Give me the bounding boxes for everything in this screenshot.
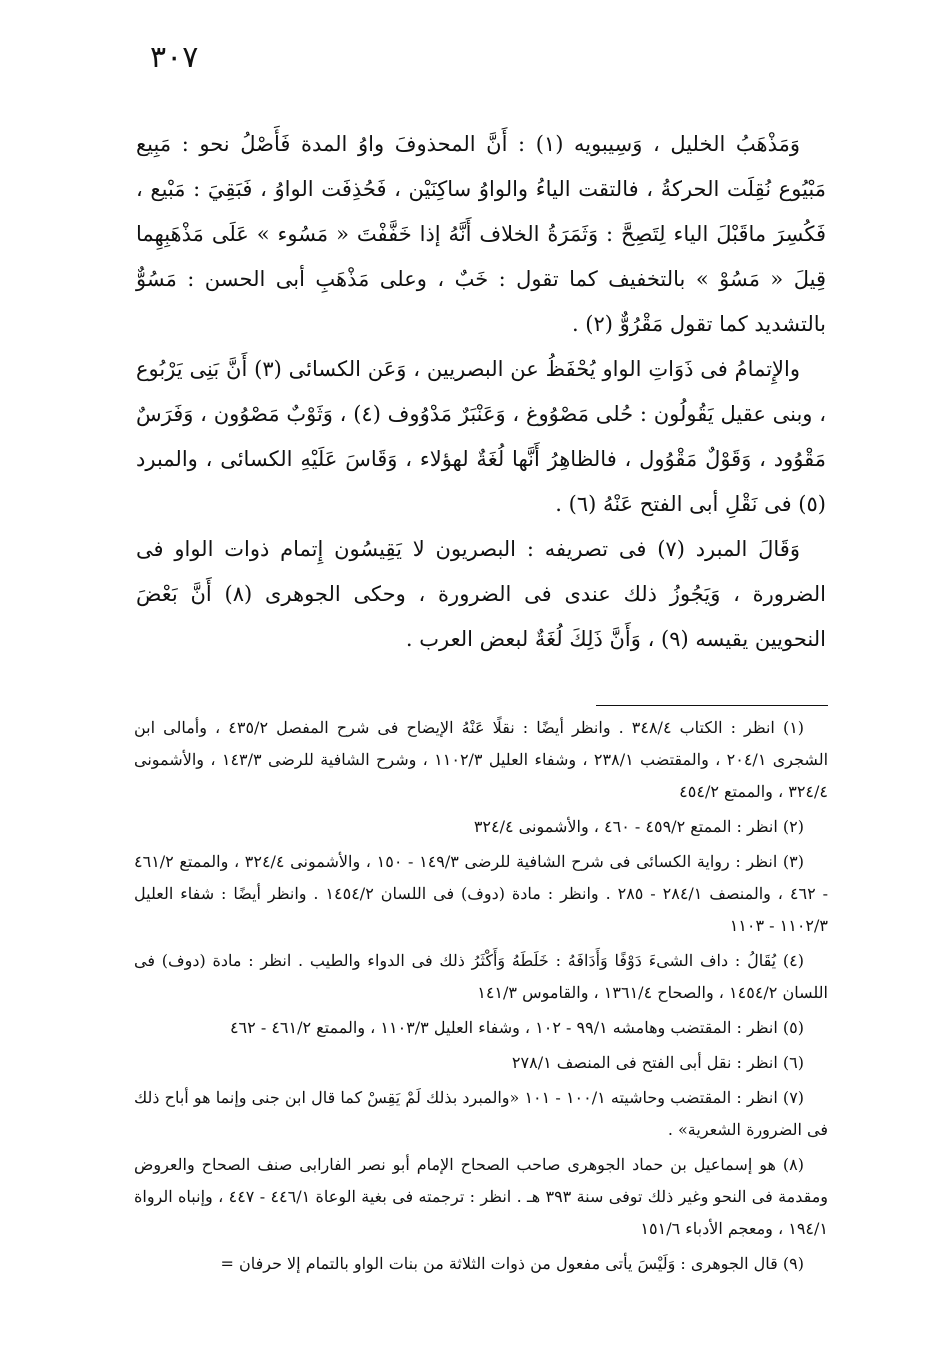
footnote-1: (١) انظر : الكتاب ٣٤٨/٤ . وانظر أيضًا : نقلًا عَنْهُ الإيضاح فى شرح المفصل ٤٣٥/٢ ، وأمالى ابن الشجرى ٢٠٤/١ ، والمقتضب ٢٣٨/١ ، وشفاء العليل ١١٠٢/٣ ، وشرح الشافية للرضى ١٤٣/٣ ، والأشمونى ٣٢٤/٤ ، والممتع ٤٥٤/٢ [134,718,829,801]
footnote-9: (٩) قال الجوهرى : وَلَيْسَ يأتى مفعول من ذوات الثلاثة من بنات الواو بالتمام إلا حرفان = [220,1254,804,1273]
body-paragraph-1: وَمَذْهَبُ الخليل ، وَسِيبويه (١) : أَنَّ المحذوفَ واوُ المدة فَأَصْلُ نحو : مَبِيع مَبْيُوع نُقِلَت الحركةُ ، فالتقت الياءُ والواوُ ساكِنَيْن ، فَحُذِفَت الواوُ ، فَبَقِيَ : مَبْيع ، فَكُسِرَ ماقَبْلَ الياء لِتَصِحَّ : وَثَمَرَةُ الخلاف أَنَّهُ إذا خَفَّفْتَ « مَسُوء » عَلَى مَذْهَبِهِما قِيلَ « مَسُوْ » بالتخفيف كما تقول : خَبٌ ، وعلى مَذْهَبِ أبى الحسن : مَسُوٌّ بالتشديد كما تقول مَقْرُوٌّ (٢) . [136,132,826,336]
body-paragraph-2: والإِتمامُ فى ذَوَاتِ الواو يُحْفَظُ عن البصريين ، وَعَن الكسائى (٣) أَنَّ بَنِى يَرْبُوع ، وبنى عقيل يَقُولُون : حُلى مَصْوُوغ ، وَعَنْبَرٌ مَدْوُوف (٤) ، وَثَوْبٌ مَصْوُون ، وَفَرَسٌ مَقْوُود ، وَقَوْلٌ مَقْوُول ، فالظاهِرُ أَنَّها لُغَةٌ لهؤلاء ، وَقَاسَ عَلَيْهِ الكسائى ، والمبرد (٥) فى نَقْلِ أبى الفتح عَنْهُ (٦) . [136,357,826,516]
footnotes [134,712,828,1283]
footnote-5: (٥) انظر : المقتضب وهامشه ٩٩/١ - ١٠٢ ، وشفاء العليل ١١٠٣/٣ ، والممتع ٤٦١/٢ - ٤٦٢ [229,1018,804,1037]
main-text [136,122,826,662]
footnote-2: (٢) انظر : الممتع ٤٥٩/٢ - ٤٦٠ ، والأشمونى ٣٢٤/٤ [473,817,804,836]
body-paragraph-3: وَقَالَ المبرد (٧) فى تصريفه : البصريون لا يَقِيسُون إِتمام ذوات الواو فى الضرورة ، وَيَجُوزُ ذلك عندى فى الضرورة ، وحكى الجوهرى (٨) أَنَّ بَعْضَ النحويين يقيسه (٩) ، وَأَنَّ ذَلِكَ لُغَةٌ لبعض العرب . [136,537,826,651]
footnote-separator [596,705,828,706]
footnote-7: (٧) انظر : المقتضب وحاشيته ١٠٠/١ - ١٠١ «والمبرد بذلك لَمْ يَقِسْ كما قال ابن جنى وإنما هو أباح ذلك فى الضرورة الشعرية» . [134,1088,828,1139]
footnote-8: (٨) هو إسماعيل بن حماد الجوهرى صاحب الصحاح الإمام أبو نصر الفارابى صنف الصحاح والعروض ومقدمة فى النحو وغير ذلك توفى سنة ٣٩٣ هـ . انظر : ترجمته فى بغية الوعاة ٤٤٦/١ - ٤٤٧ ، وإنباه الرواة ١٩٤/١ ، ومعجم الأدباء ١٥١/٦ [134,1155,829,1238]
page-number: ٣٠٧ [150,40,199,75]
footnote-6: (٦) انظر : نقل أبى الفتح فى المنصف ٢٧٨/١ [511,1053,804,1072]
footnote-3: (٣) انظر : رواية الكسائى فى شرح الشافية للرضى ١٤٩/٣ - ١٥٠ ، والأشمونى ٣٢٤/٤ ، والممتع ٤٦١/٢ - ٤٦٢ ، والمنصف ٢٨٤/١ - ٢٨٥ . وانظر : مادة (دوف) فى اللسان ١٤٥٤/٢ . وانظر أيضًا : شفاء العليل ١١٠٢/٣ - ١١٠٣ [134,852,828,935]
footnote-4: (٤) يُقَالُ : داف الشىءَ دَوْفًا وَأَدَافَهُ : خَلَطَهُ وَأَكْثَرُ ذلك فى الدواء والطيب . انظر : مادة (دوف) فى اللسان ١٤٥٤/٢ ، والصحاح ١٣٦١/٤ ، والقاموس ١٤١/٣ [134,951,828,1002]
